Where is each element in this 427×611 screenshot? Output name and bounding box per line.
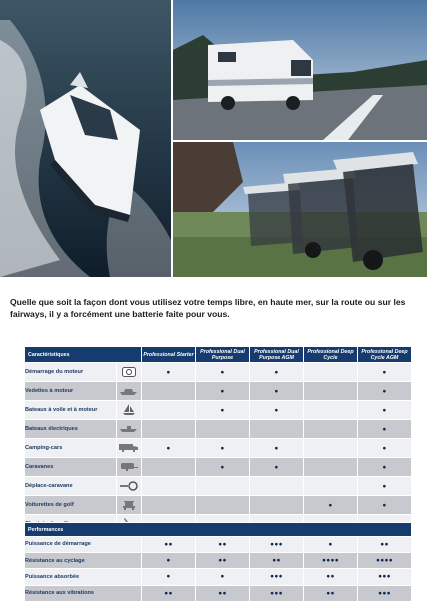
table-row	[25, 569, 412, 585]
row-label: Puissance absorbée	[25, 569, 142, 585]
row-label: Camping-cars	[25, 439, 117, 458]
mark-cell: ●	[196, 458, 250, 477]
mark-cell: ●	[196, 569, 250, 585]
electric-boat-icon	[120, 424, 138, 433]
mark-cell	[303, 420, 357, 439]
mark-cell	[142, 458, 196, 477]
table-row	[25, 420, 412, 439]
intro-text: Quelle que soit la façon dont vous utilisez votre temps libre, en haute mer, sur la route ou sur les fairways, il y a forcément une batterie faite pour vous.	[10, 297, 406, 319]
mark-cell	[249, 477, 303, 496]
mark-cell	[142, 401, 196, 420]
row-label: Déplace-caravane	[25, 477, 117, 496]
mark-cell: ●	[196, 363, 250, 382]
mark-cell	[196, 496, 250, 515]
performance-table	[24, 522, 412, 602]
mark-cell: ●	[142, 553, 196, 569]
mark-cell: ●●	[142, 537, 196, 553]
motorhome-icon	[119, 443, 139, 452]
mark-cell: ●	[357, 439, 411, 458]
mark-cell	[303, 382, 357, 401]
mark-cell: ●●	[142, 585, 196, 601]
row-label: Bateaux électriques	[25, 420, 117, 439]
mark-cell	[249, 496, 303, 515]
mark-cell: ●	[142, 569, 196, 585]
column-header: Professional Deep Cycle AGM	[357, 347, 411, 363]
table-row	[25, 496, 412, 515]
mark-cell	[142, 382, 196, 401]
column-header: Professional Dual Purpose AGM	[249, 347, 303, 363]
mark-cell: ●●	[196, 585, 250, 601]
table-row	[25, 363, 412, 382]
mark-cell: ●	[249, 401, 303, 420]
mark-cell: ●●	[196, 553, 250, 569]
mark-cell: ●	[357, 363, 411, 382]
golf-cart-icon	[122, 500, 136, 510]
mark-cell	[303, 401, 357, 420]
mark-cell: ●	[249, 382, 303, 401]
mark-cell: ●	[357, 477, 411, 496]
table-row	[25, 477, 412, 496]
mark-cell: ●	[142, 439, 196, 458]
mark-cell	[142, 477, 196, 496]
engine-start-icon	[122, 367, 136, 377]
characteristics-header: Caractéristiques	[25, 347, 142, 363]
sailboat-icon	[123, 404, 135, 415]
mark-cell: ●	[304, 537, 358, 553]
mark-cell: ●	[357, 458, 411, 477]
mark-cell: ●	[357, 496, 411, 515]
row-label: Puissance de démarrage	[25, 537, 142, 553]
mark-cell: ●●●	[250, 569, 304, 585]
table-row	[25, 439, 412, 458]
mark-cell: ●●●●	[358, 553, 412, 569]
mark-cell: ●●	[250, 553, 304, 569]
column-header: Professional Dual Purpose	[196, 347, 250, 363]
mark-cell: ●	[303, 496, 357, 515]
row-label: Caravanes	[25, 458, 117, 477]
table-row	[25, 553, 412, 569]
column-header: Professional Deep Cycle	[303, 347, 357, 363]
row-label: Démarrage du moteur	[25, 363, 117, 382]
table-row	[25, 401, 412, 420]
mark-cell: ●●●	[358, 569, 412, 585]
mark-cell: ●	[249, 458, 303, 477]
mark-cell: ●	[357, 401, 411, 420]
row-label: Résistance aux vibrations	[25, 585, 142, 601]
mark-cell: ●	[196, 439, 250, 458]
mark-cell	[303, 363, 357, 382]
motor-yacht-icon	[120, 387, 138, 395]
row-label: Résistance au cyclage	[25, 553, 142, 569]
mark-cell	[303, 477, 357, 496]
table-row	[25, 458, 412, 477]
column-header: Professional Starter	[142, 347, 196, 363]
mark-cell: ●●●	[250, 585, 304, 601]
mark-cell: ●●	[358, 537, 412, 553]
mark-cell: ●	[196, 382, 250, 401]
mark-cell: ●	[249, 439, 303, 458]
table-row	[25, 382, 412, 401]
mark-cell: ●	[249, 363, 303, 382]
mark-cell: ●●●●	[304, 553, 358, 569]
mark-cell: ●	[196, 401, 250, 420]
mark-cell	[249, 420, 303, 439]
mark-cell	[142, 496, 196, 515]
table-row	[25, 585, 412, 601]
caravan-icon	[120, 462, 138, 471]
mark-cell	[303, 439, 357, 458]
motorhome-photo	[173, 0, 427, 140]
mark-cell: ●●●	[358, 585, 412, 601]
mark-cell	[196, 477, 250, 496]
mark-cell	[303, 458, 357, 477]
mark-cell: ●	[357, 420, 411, 439]
mark-cell: ●●●	[250, 537, 304, 553]
row-label: Voiturettes de golf	[25, 496, 117, 515]
golf-carts-photo	[173, 142, 427, 277]
mark-cell: ●●	[304, 569, 358, 585]
mark-cell: ●	[142, 363, 196, 382]
performance-header: Performances	[25, 523, 412, 537]
mark-cell	[142, 420, 196, 439]
mark-cell: ●●	[304, 585, 358, 601]
table-row	[25, 537, 412, 553]
powerboat-photo	[0, 0, 171, 277]
row-label: Bateaux à voile et à moteur	[25, 401, 117, 420]
characteristics-table	[24, 346, 412, 534]
row-label: Vedettes à moteur	[25, 382, 117, 401]
mark-cell: ●●	[196, 537, 250, 553]
mark-cell: ●	[357, 382, 411, 401]
caravan-mover-icon	[120, 481, 138, 491]
mark-cell	[196, 420, 250, 439]
